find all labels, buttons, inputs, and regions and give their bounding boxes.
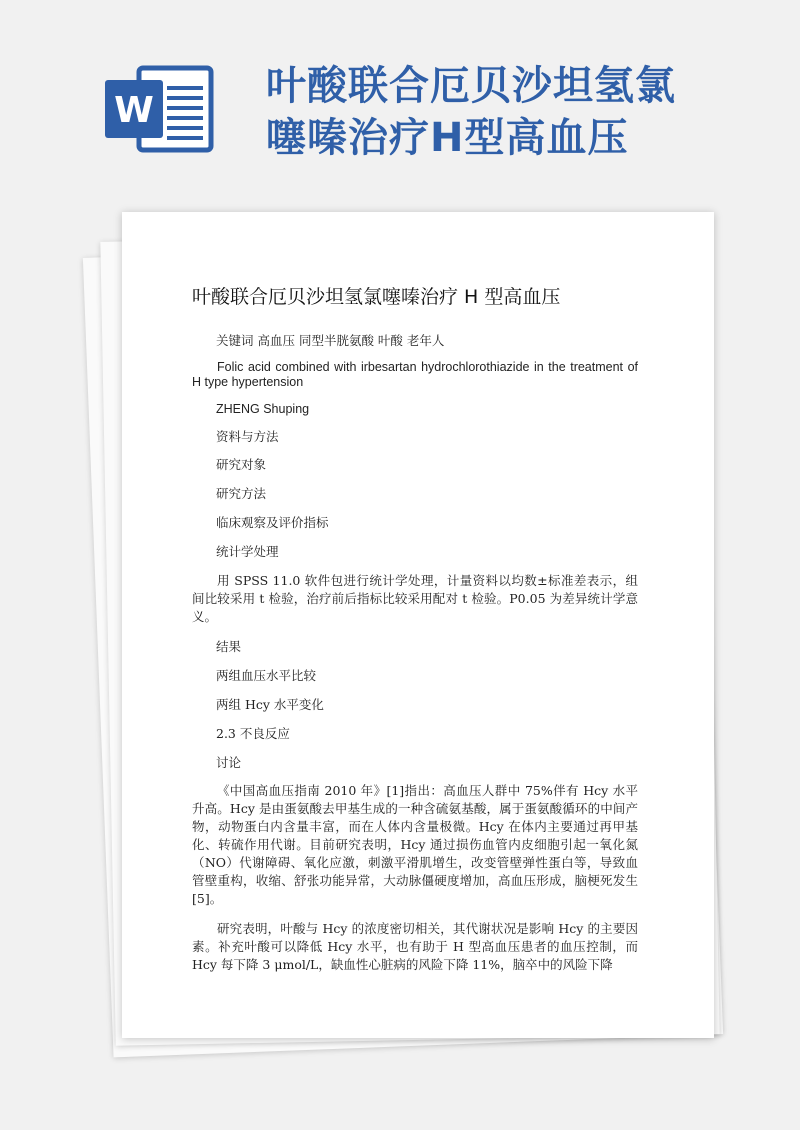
section-heading: 研究对象 — [216, 457, 267, 472]
english-title: Folic acid combined with irbesartan hydrochlorothiazide in the treatment of H type hypertension — [192, 360, 638, 389]
section-heading: 临床观察及评价指标 — [216, 515, 329, 530]
section-heading: 两组血压水平比较 — [216, 668, 317, 683]
statistics-paragraph: 用 SPSS 11.0 软件包进行统计学处理，计量资料以均数±标准差表示，组间比较采用 t 检验，治疗前后指标比较采用配对 t 检验。P0.05 为差异统计学意义。 — [192, 573, 638, 624]
discussion-paragraph: 《中国高血压指南 2010 年》[1]指出：高血压人群中 75%伴有 Hcy 水平升高。Hcy 是由蛋氨酸去甲基生成的一种含硫氨基酸，属于蛋氨酸循环的中间产物，动物蛋白内含量丰富，而在人体内含量极微。Hcy 在体内主要通过再甲基化、转硫作用代谢。目前研究表明，Hcy 通过损伤血管内皮细胞引起一氧化氮（NO）代谢障碍、氧化应激，刺激平滑肌增生，改变管壁弹性蛋白等，导致血管壁重构，收缩、舒张功能异常，大动脉僵硬度增加，高血压形成，脑梗死发生[5]。 — [192, 783, 638, 906]
section-heading: 资料与方法 — [216, 429, 279, 444]
section-heading: 统计学处理 — [216, 544, 279, 559]
promo-title-line-2: 噻嗪治疗H型高血压 — [266, 115, 629, 161]
word-document-icon — [105, 62, 215, 154]
promo-title-line-1: 叶酸联合厄贝沙坦氢氯 — [266, 63, 676, 109]
keywords: 关键词 高血压 同型半胱氨酸 叶酸 老年人 — [216, 333, 445, 348]
author: ZHENG Shuping — [216, 402, 310, 416]
document-title: 叶酸联合厄贝沙坦氢氯噻嗪治疗 H 型高血压 — [192, 286, 561, 308]
section-heading: 两组 Hcy 水平变化 — [216, 697, 324, 712]
document-page — [122, 212, 714, 1038]
section-heading: 讨论 — [216, 755, 242, 770]
section-heading: 研究方法 — [216, 486, 267, 501]
discussion-paragraph: 研究表明，叶酸与 Hcy 的浓度密切相关，其代谢状况是影响 Hcy 的主要因素。补充叶酸可以降低 Hcy 水平，也有助于 H 型高血压患者的血压控制，而 Hcy 每下降 3 μmol/L，缺血性心脏病的风险下降 11%，脑卒中的风险下降 — [192, 921, 638, 972]
section-heading: 2.3 不良反应 — [216, 726, 290, 741]
promo-title — [266, 60, 786, 164]
svg-text:W: W — [114, 90, 154, 131]
section-heading: 结果 — [216, 639, 242, 654]
promo-header — [0, 0, 800, 200]
